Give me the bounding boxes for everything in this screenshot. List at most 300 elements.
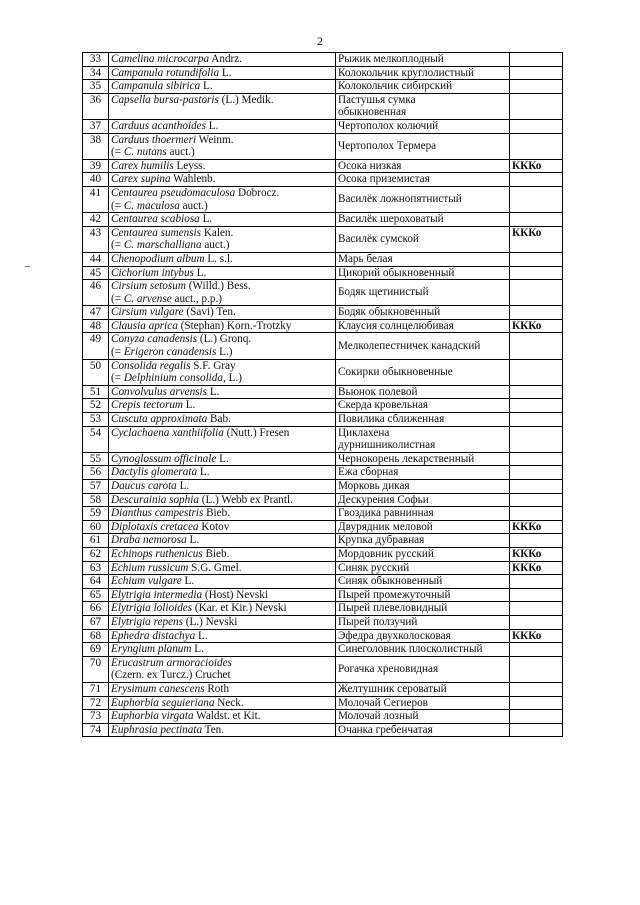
- russian-name-cell: [336, 186, 510, 212]
- status-cell: [510, 696, 563, 710]
- species-author: Kalen.: [201, 226, 234, 239]
- species-name: Conyza canadensis: [111, 333, 198, 346]
- synonym-line: [111, 293, 333, 306]
- latin-name-cell: [109, 333, 336, 359]
- row-number: 74: [83, 723, 109, 737]
- russian-name: Василёк сумской: [338, 233, 419, 246]
- row-number: 36: [83, 93, 109, 119]
- species-author: L.: [219, 66, 232, 79]
- russian-name: Бодяк обыкновенный: [338, 306, 441, 319]
- latin-name-cell: [109, 629, 336, 643]
- russian-name-cell: [336, 629, 510, 643]
- latin-name-cell: [109, 173, 336, 187]
- synonym-line: [111, 669, 333, 682]
- status-cell: [510, 186, 563, 212]
- russian-name-cell: [336, 682, 510, 696]
- russian-name: Сокирки обыкновенные: [338, 365, 453, 378]
- russian-name: Пырей плевеловидный: [338, 602, 448, 615]
- species-name: Elytrigia lolioides: [111, 602, 193, 615]
- russian-name-cell: [336, 534, 510, 548]
- table-row: [83, 80, 563, 94]
- species-author: (Willd.) Bess.: [185, 280, 251, 293]
- species-name: Dactylis glomerata: [111, 466, 198, 479]
- species-author: Dobrocz.: [235, 186, 280, 199]
- latin-name-cell: [109, 385, 336, 399]
- species-name: Campanula sibirica: [111, 80, 201, 93]
- row-number: 38: [83, 133, 109, 159]
- species-author: L.: [195, 629, 208, 642]
- species-author: L.: [181, 575, 195, 588]
- row-number: 50: [83, 359, 109, 385]
- table-row: [83, 682, 563, 696]
- latin-name-cell: [109, 710, 336, 724]
- table-row: [83, 602, 563, 616]
- synonym-suffix: auct.): [166, 146, 195, 159]
- status-cell: [510, 252, 563, 266]
- russian-name: Марь белая: [338, 252, 393, 265]
- russian-name: Очанка гребенчатая: [338, 723, 433, 736]
- species-author: Leyss.: [173, 159, 206, 172]
- species-author: L.: [200, 80, 213, 93]
- russian-name: Молочай Сегиеров: [338, 696, 428, 709]
- table-row: [83, 466, 563, 480]
- row-number: 55: [83, 452, 109, 466]
- status-cell: КККо: [510, 561, 563, 575]
- species-author: Roth: [204, 682, 230, 695]
- russian-name-cell: [336, 252, 510, 266]
- russian-name-cell: [336, 119, 510, 133]
- page-number: 2: [317, 34, 323, 48]
- row-number: 64: [83, 575, 109, 589]
- species-name: Capsella bursa-pastoris: [111, 93, 219, 106]
- russian-name-cell: [336, 280, 510, 306]
- russian-name: Осока низкая: [338, 159, 402, 172]
- synonym-name: C. nutans: [123, 146, 167, 159]
- status-cell: [510, 480, 563, 494]
- synonym-line: [111, 346, 333, 359]
- row-number: 52: [83, 399, 109, 413]
- row-number: 69: [83, 643, 109, 657]
- species-author: Bieb.: [203, 507, 231, 520]
- latin-name-cell: [109, 426, 336, 452]
- species-name: Cyclachaena xanthiifolia: [111, 426, 224, 439]
- species-author: Neck.: [214, 696, 244, 709]
- table-row: [83, 615, 563, 629]
- latin-name-cell: [109, 480, 336, 494]
- latin-name-cell: [109, 452, 336, 466]
- latin-name-cell: [109, 723, 336, 737]
- row-number: 39: [83, 159, 109, 173]
- russian-name: Колокольчик сибирский: [338, 80, 453, 93]
- species-author: (Stephan) Korn.-Trotzky: [177, 319, 292, 332]
- russian-name: Пырей промежуточный: [338, 588, 451, 601]
- russian-name: Чертополох Термера: [338, 139, 437, 152]
- table-row: [83, 399, 563, 413]
- row-number: 62: [83, 547, 109, 561]
- synonym-line: [111, 146, 333, 159]
- russian-name: Вьюнок полевой: [338, 385, 418, 398]
- status-cell: [510, 602, 563, 616]
- latin-name-cell: [109, 534, 336, 548]
- russian-name-cell: [336, 615, 510, 629]
- russian-name: Желтушник сероватый: [338, 682, 447, 695]
- species-author: (L.) Gronq.: [197, 333, 252, 346]
- latin-name-cell: [109, 588, 336, 602]
- russian-name: Циклахена: [338, 426, 390, 439]
- russian-name-cell: [336, 266, 510, 280]
- species-author: L.: [206, 119, 219, 132]
- russian-name: Василёк шероховатый: [338, 213, 444, 226]
- russian-name-cell: [336, 643, 510, 657]
- species-name: Descurainia sophia: [111, 493, 199, 506]
- table-row: [83, 53, 563, 67]
- species-author: L.: [176, 480, 190, 492]
- status-cell: [510, 119, 563, 133]
- scan-mark: [25, 266, 30, 267]
- row-number: 35: [83, 80, 109, 94]
- species-author: (L.) Webb ex Prantl.: [198, 493, 293, 506]
- species-table: [82, 52, 563, 737]
- russian-name-cell: [336, 466, 510, 480]
- table-row: [83, 696, 563, 710]
- status-cell: [510, 656, 563, 682]
- species-author: (L.) Nevski: [182, 615, 238, 628]
- row-number: 70: [83, 656, 109, 682]
- row-number: 54: [83, 426, 109, 452]
- species-name: Elytrigia intermedia: [111, 588, 203, 601]
- latin-name-cell: [109, 561, 336, 575]
- latin-name-cell: [109, 643, 336, 657]
- russian-name-cell: [336, 575, 510, 589]
- russian-name-cell: [336, 359, 510, 385]
- russian-name: Синяк обыкновенный: [338, 575, 443, 588]
- synonym-name: C. marschalliana: [123, 239, 202, 252]
- russian-name-cell: [336, 588, 510, 602]
- russian-name-cell: [336, 319, 510, 333]
- species-author: S.G. Gmel.: [188, 561, 242, 574]
- status-cell: [510, 385, 563, 399]
- species-author: (Kar. et Kir.) Nevski: [192, 602, 287, 615]
- russian-name: Морковь дикая: [338, 480, 410, 492]
- russian-name: Рогачка хреновидная: [338, 663, 439, 676]
- latin-name-cell: [109, 119, 336, 133]
- status-cell: [510, 466, 563, 480]
- row-number: 59: [83, 507, 109, 521]
- table-row: [83, 252, 563, 266]
- row-number: 44: [83, 252, 109, 266]
- species-name: Camelina microcarpa: [111, 53, 210, 65]
- russian-name-cell: [336, 385, 510, 399]
- table-row: [83, 561, 563, 575]
- russian-name: Пырей ползучий: [338, 615, 418, 628]
- status-cell: [510, 643, 563, 657]
- synonym-prefix: (=: [111, 372, 124, 385]
- table-row: [83, 173, 563, 187]
- row-number: 58: [83, 493, 109, 507]
- russian-name: Повилика сближенная: [338, 413, 445, 426]
- table-row: [83, 629, 563, 643]
- table-row: [83, 452, 563, 466]
- status-cell: [510, 413, 563, 427]
- row-number: 72: [83, 696, 109, 710]
- latin-name-cell: [109, 547, 336, 561]
- status-cell: [510, 723, 563, 737]
- row-number: 60: [83, 520, 109, 534]
- status-cell: [510, 133, 563, 159]
- status-cell: [510, 426, 563, 452]
- species-name: Daucus carota: [111, 480, 177, 492]
- status-cell: [510, 266, 563, 280]
- russian-name-cell: [336, 133, 510, 159]
- russian-name-cell: [336, 413, 510, 427]
- synonym-line: [111, 239, 333, 252]
- table-row: [83, 643, 563, 657]
- species-name: Euphorbia seguieriana: [111, 696, 215, 709]
- species-author: Wahlenb.: [170, 173, 216, 186]
- russian-name: Чернокорень лекарственный: [338, 452, 475, 465]
- latin-name-cell: [109, 602, 336, 616]
- latin-name-cell: [109, 520, 336, 534]
- status-cell: КККо: [510, 547, 563, 561]
- latin-name-cell: [109, 53, 336, 67]
- latin-name-cell: [109, 226, 336, 252]
- status-cell: [510, 333, 563, 359]
- species-name: Euphrasia pectinata: [111, 723, 203, 736]
- russian-name: Двурядник меловой: [338, 520, 433, 533]
- russian-name-cell: [336, 426, 510, 452]
- status-cell: [510, 280, 563, 306]
- species-author: Waldst. et Kit.: [193, 710, 261, 723]
- row-number: 56: [83, 466, 109, 480]
- status-cell: [510, 588, 563, 602]
- synonym-name: Delphinium consolida: [123, 372, 223, 385]
- russian-name: Пастушья сумка: [338, 93, 416, 106]
- table-row: [83, 507, 563, 521]
- latin-name-cell: [109, 413, 336, 427]
- species-name: Cirsium vulgare: [111, 306, 184, 319]
- synonym-prefix: (=: [111, 239, 124, 252]
- status-cell: [510, 682, 563, 696]
- table-row: [83, 333, 563, 359]
- status-cell: [510, 213, 563, 227]
- latin-name-cell: [109, 266, 336, 280]
- row-number: 57: [83, 480, 109, 494]
- row-number: 33: [83, 53, 109, 67]
- status-cell: [510, 66, 563, 80]
- species-name: Elytrigia repens: [111, 615, 183, 628]
- synonym-suffix: auct.): [201, 239, 230, 252]
- species-table-body: [83, 53, 563, 737]
- table-row: [83, 266, 563, 280]
- species-author: L.: [183, 399, 196, 412]
- russian-name-cell: [336, 493, 510, 507]
- table-row: [83, 319, 563, 333]
- table-row: [83, 280, 563, 306]
- species-author: (Host) Nevski: [202, 588, 268, 601]
- row-number: 67: [83, 615, 109, 629]
- table-row: [83, 385, 563, 399]
- table-row: [83, 723, 563, 737]
- table-row: [83, 547, 563, 561]
- latin-name-cell: [109, 359, 336, 385]
- status-cell: [510, 53, 563, 67]
- row-number: 53: [83, 413, 109, 427]
- table-row: [83, 119, 563, 133]
- species-name: Eryngium planum: [111, 643, 192, 656]
- species-name: Carduus thoermeri: [111, 133, 197, 146]
- species-name: Euphorbia virgata: [111, 710, 194, 723]
- species-name: Diplotaxis cretacea: [111, 520, 199, 533]
- table-row: [83, 710, 563, 724]
- species-author: Andrz.: [209, 53, 243, 65]
- latin-name-cell: [109, 399, 336, 413]
- species-name: Dianthus campestris: [111, 507, 204, 520]
- species-name: Centaurea scabiosa: [111, 213, 200, 226]
- latin-name-cell: [109, 682, 336, 696]
- russian-name: Цикорий обыкновенный: [338, 266, 455, 279]
- species-author: L.: [193, 266, 207, 279]
- table-row: [83, 186, 563, 212]
- latin-name-cell: [109, 507, 336, 521]
- latin-name-cell: [109, 306, 336, 320]
- row-number: 47: [83, 306, 109, 320]
- latin-name-cell: [109, 80, 336, 94]
- species-name: Echium vulgare: [111, 575, 182, 588]
- status-cell: [510, 93, 563, 119]
- russian-name: обыкновенная: [338, 106, 407, 119]
- row-number: 43: [83, 226, 109, 252]
- latin-name-cell: [109, 493, 336, 507]
- latin-name-cell: [109, 66, 336, 80]
- russian-name-cell: [336, 333, 510, 359]
- table-row: [83, 306, 563, 320]
- row-number: 61: [83, 534, 109, 548]
- row-number: 63: [83, 561, 109, 575]
- species-name: Ephedra distachya: [111, 629, 196, 642]
- species-name: Carex supina: [111, 173, 171, 186]
- russian-name-cell: [336, 547, 510, 561]
- russian-name-cell: [336, 226, 510, 252]
- species-name: Carex humilis: [111, 159, 174, 172]
- russian-name: Мелколепестничек канадский: [338, 339, 481, 352]
- synonym-name: C. arvense: [123, 292, 172, 305]
- russian-name: Синяк русский: [338, 561, 410, 574]
- species-author: L.: [197, 466, 210, 479]
- table-row: [83, 359, 563, 385]
- species-author: L.: [191, 643, 204, 656]
- species-name: Campanula rotundifolia: [111, 66, 220, 79]
- status-cell: [510, 173, 563, 187]
- species-name: Convolvulus arvensis: [111, 385, 208, 398]
- synonym-prefix: (=: [111, 292, 124, 305]
- russian-name-cell: [336, 173, 510, 187]
- russian-name-cell: [336, 696, 510, 710]
- russian-name-cell: [336, 399, 510, 413]
- russian-name: Мордовник русский: [338, 547, 434, 560]
- status-cell: КККо: [510, 159, 563, 173]
- species-name: Crepis tectorum: [111, 399, 183, 412]
- synonym-name: C. maculosa: [123, 199, 180, 212]
- row-number: 40: [83, 173, 109, 187]
- table-row: [83, 534, 563, 548]
- species-name: Cichorium intybus: [111, 266, 194, 279]
- russian-name-cell: [336, 723, 510, 737]
- row-number: 73: [83, 710, 109, 724]
- species-author: (L.) Medik.: [218, 93, 274, 106]
- russian-name-cell: [336, 602, 510, 616]
- russian-name: Ежа сборная: [338, 466, 399, 479]
- russian-name-cell: [336, 520, 510, 534]
- latin-name-cell: [109, 186, 336, 212]
- species-author: L.: [216, 452, 229, 465]
- status-cell: [510, 507, 563, 521]
- status-cell: [510, 534, 563, 548]
- table-row: [83, 426, 563, 452]
- synonym-line: [111, 200, 333, 213]
- species-name: Cirsium setosum: [111, 280, 186, 293]
- species-name: Centaurea pseudomaculosa: [111, 186, 236, 199]
- table-row: [83, 656, 563, 682]
- russian-name: Гвоздика равнинная: [338, 507, 434, 520]
- status-cell: КККо: [510, 226, 563, 252]
- species-author: L.: [207, 385, 220, 398]
- status-cell: [510, 359, 563, 385]
- synonym-suffix: , L.): [222, 372, 242, 385]
- russian-name: Скерда кровельная: [338, 399, 429, 412]
- table-row: [83, 520, 563, 534]
- latin-name-cell: [109, 159, 336, 173]
- species-author: (Nutt.) Fresen: [223, 426, 290, 439]
- status-cell: [510, 80, 563, 94]
- russian-name: Колокольчик круглолистный: [338, 66, 474, 79]
- russian-name: Синеголовник плосколистный: [338, 643, 483, 656]
- status-cell: [510, 452, 563, 466]
- synonym-suffix: auct., p.p.): [171, 292, 223, 305]
- latin-name-cell: [109, 280, 336, 306]
- russian-name-cell: [336, 213, 510, 227]
- russian-name-cell: [336, 480, 510, 494]
- species-name: Erysimum canescens: [111, 682, 205, 695]
- species-name: Carduus acanthoides: [111, 119, 206, 132]
- synonym-line: [111, 372, 333, 385]
- species-name: Echinops ruthenicus: [111, 547, 203, 560]
- russian-name-cell: [336, 306, 510, 320]
- russian-name: Эфедра двухколосковая: [338, 629, 451, 642]
- species-name: Cuscuta approximata: [111, 413, 208, 426]
- russian-name: Дескурения Софьи: [338, 493, 429, 506]
- table-row: [83, 588, 563, 602]
- russian-name: Бодяк щетинистый: [338, 286, 429, 299]
- table-row: [83, 413, 563, 427]
- row-number: 42: [83, 213, 109, 227]
- table-row: [83, 575, 563, 589]
- russian-name-cell: [336, 507, 510, 521]
- species-author: Ten.: [202, 723, 225, 736]
- status-cell: КККо: [510, 520, 563, 534]
- russian-name-cell: [336, 561, 510, 575]
- species-name: Echium russicum: [111, 561, 189, 574]
- row-number: 46: [83, 280, 109, 306]
- table-row: [83, 493, 563, 507]
- russian-name-cell: [336, 452, 510, 466]
- species-name: Cynoglossum officinale: [111, 452, 217, 465]
- table-row: [83, 226, 563, 252]
- status-cell: [510, 615, 563, 629]
- synonym-name: Erigeron canadensis: [123, 346, 217, 359]
- row-number: 51: [83, 385, 109, 399]
- species-name: Chenopodium album: [111, 252, 205, 265]
- russian-name: Осока приземистая: [338, 173, 430, 186]
